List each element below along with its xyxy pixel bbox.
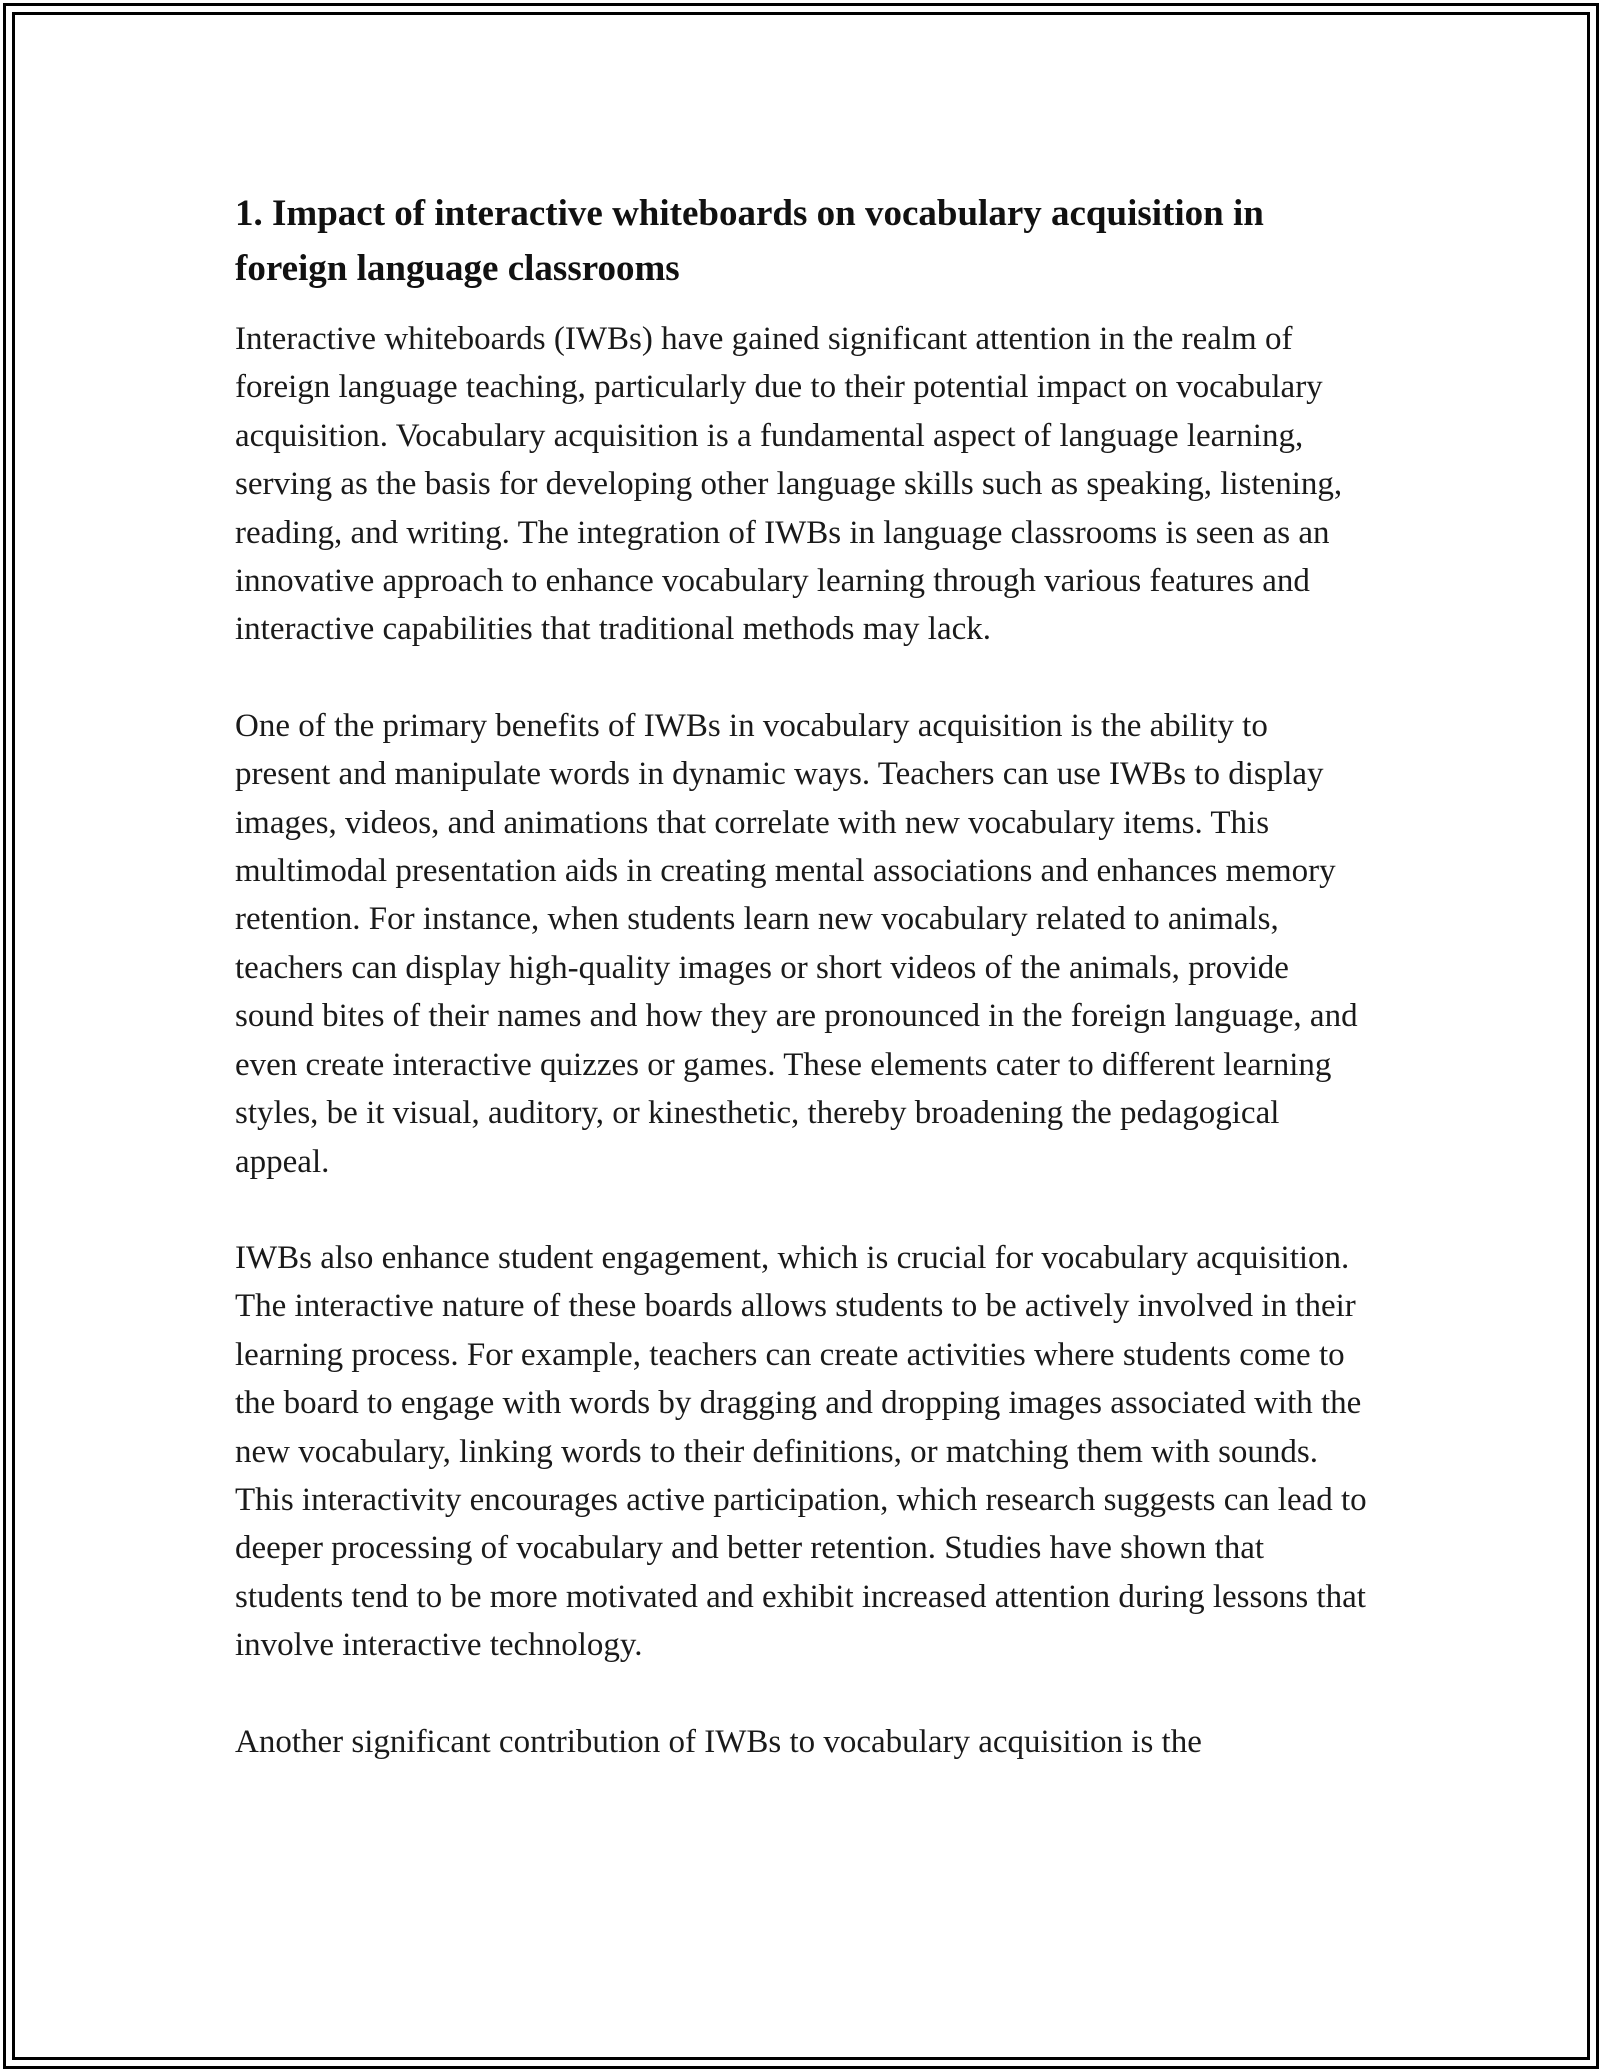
- section-heading: 1. Impact of interactive whiteboards on vocabulary acquisition in foreign language classrooms: [235, 193, 1264, 289]
- paragraph-1: Interactive whiteboards (IWBs) have gained significant attention in the realm of foreign language teaching, particularly due to their potential impact on vocabulary acquisition. Vocabulary acquisition is a fundamental aspect of language learning, serving as the basis for developing other language skills such as speaking, listening, reading, and writing. The integration of IWBs in language classrooms is seen as an innovative approach to enhance vocabulary learning through various features and interactive capabilities that traditional methods may lack.: [235, 321, 1343, 648]
- paragraph-4: Another significant contribution of IWBs to vocabulary acquisition is the: [235, 1723, 1202, 1760]
- paragraph-2: One of the primary benefits of IWBs in vocabulary acquisition is the ability to present and manipulate words in dynamic ways. Teachers can use IWBs to display images, videos, and animations that correlate with new vocabulary items. This multimodal presentation aids in creating mental associations and enhances memory retention. For instance, when students learn new vocabulary related to animals, teachers can display high-quality images or short videos of the animals, provide sound bites of their names and how they are pronounced in the foreign language, and even create interactive quizzes or games. These elements cater to different learning styles, be it visual, auditory, or kinesthetic, thereby broadening the pedagogical appeal.: [235, 707, 1358, 1180]
- document-body: [235, 186, 1370, 1766]
- paragraph-3: IWBs also enhance student engagement, which is crucial for vocabulary acquisition. The interactive nature of these boards allows students to be actively involved in their learning process. For example, teachers can create activities where students come to the board to engage with words by dragging and dropping images associated with the new vocabulary, linking words to their definitions, or matching them with sounds. This interactivity encourages active participation, which research suggests can lead to deeper processing of vocabulary and better retention. Studies have shown that students tend to be more motivated and exhibit increased attention during lessons that involve interactive technology.: [235, 1239, 1367, 1664]
